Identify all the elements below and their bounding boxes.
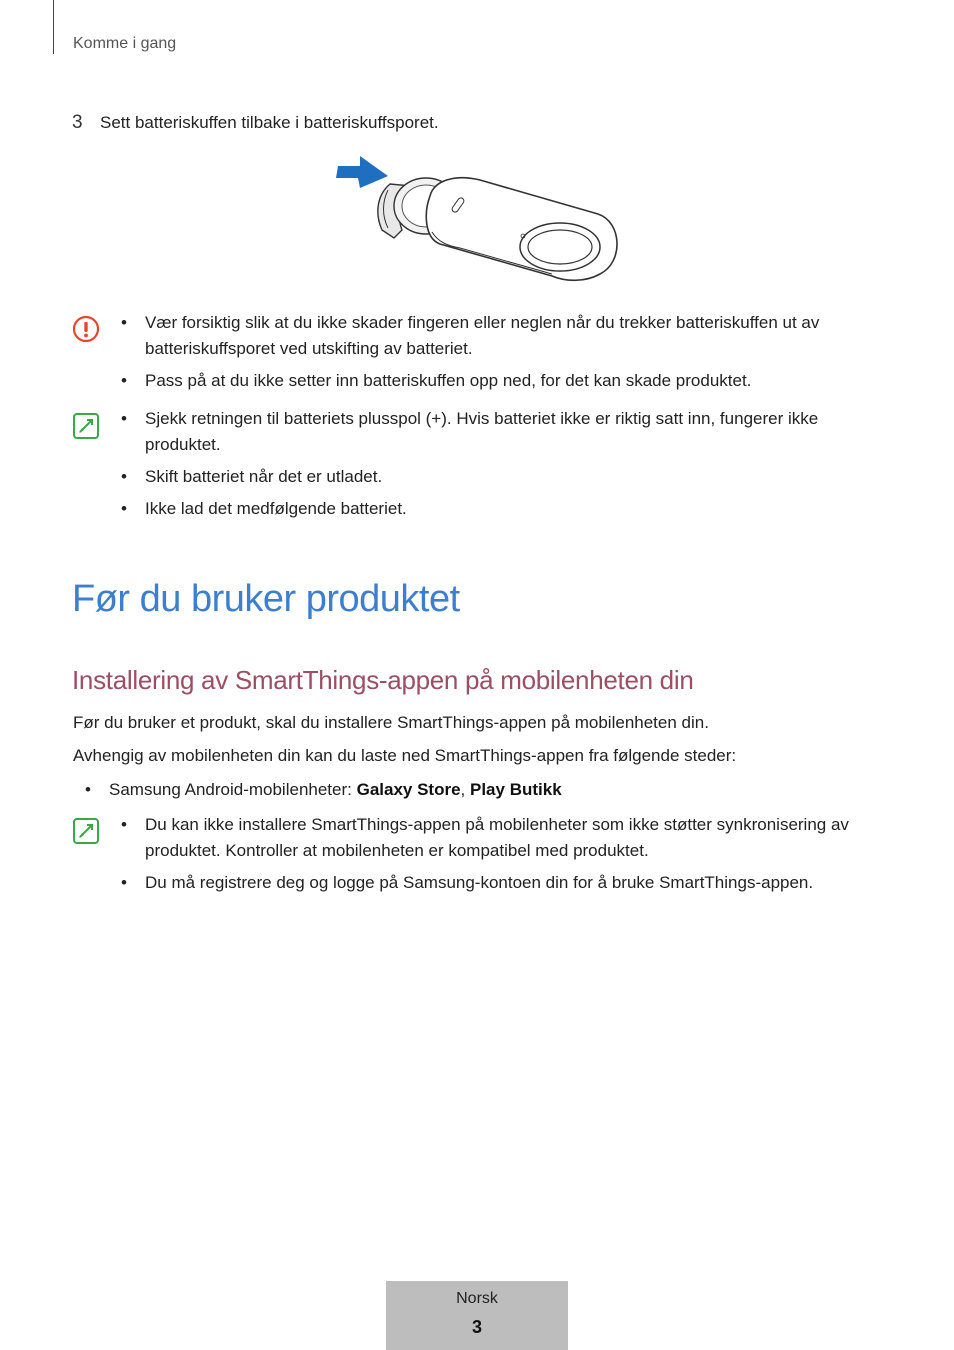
section-subtitle: Installering av SmartThings-appen på mobilenheten din — [72, 665, 694, 695]
galaxy-store-link: Galaxy Store — [356, 780, 461, 799]
bullet: • — [85, 780, 91, 799]
smarttag-body — [426, 178, 617, 281]
battery-insert-illustration — [330, 150, 625, 300]
step-text: Sett batteriskuffen tilbake i batteriskuffsporet. — [100, 113, 439, 132]
section-header: Komme i gang — [73, 35, 177, 52]
list-item: • Ikke lad det medfølgende batteriet. — [121, 496, 891, 522]
footer-language: Norsk — [456, 1290, 498, 1307]
intro-paragraph: Før du bruker et produkt, skal du installere SmartThings-appen på mobilenheten din. — [73, 713, 709, 732]
page-number: 3 — [471, 1317, 482, 1337]
margin-line — [53, 0, 54, 54]
list-item: • Du kan ikke installere SmartThings-appen på mobilenheter som ikke støtter synkronisering av produktet. Kontroller at mobilenheten er kompatibel med produktet. — [121, 812, 891, 864]
note-list-2 — [121, 812, 891, 896]
list-item: • Sjekk retningen til batteriets plusspol (+). Hvis batteriet ikke er riktig satt inn, fungerer ikke produktet. — [121, 406, 891, 458]
list-item: • Pass på at du ikke setter inn batteriskuffen opp ned, for det kan skade produktet. — [121, 368, 891, 394]
note-icon — [72, 817, 100, 850]
play-store-link: Play Butikk — [470, 780, 562, 799]
download-paragraph: Avhengig av mobilenheten din kan du laste ned SmartThings-appen fra følgende steder: — [73, 746, 737, 765]
store-label: Samsung Android-mobilenheter: — [109, 780, 357, 799]
list-item: • Skift batteriet når det er utladet. — [121, 464, 891, 490]
page-title: Før du bruker produktet — [72, 578, 460, 620]
note-list-1 — [121, 406, 891, 522]
note-icon — [72, 412, 100, 445]
warning-icon — [72, 315, 100, 348]
step-number: 3 — [72, 112, 83, 133]
list-item: • Vær forsiktig slik at du ikke skader fingeren eller neglen når du trekker batteriskuffen ut av batteriskuffsporet ved utskifting av batteriet. — [121, 310, 891, 362]
insert-direction-arrow — [336, 156, 388, 188]
caution-list — [121, 310, 891, 394]
smarttag-device-drawing — [330, 150, 625, 300]
list-item: • Du må registrere deg og logge på Samsung-kontoen din for å bruke SmartThings-appen. — [121, 870, 891, 896]
store-separator: , — [460, 780, 470, 799]
